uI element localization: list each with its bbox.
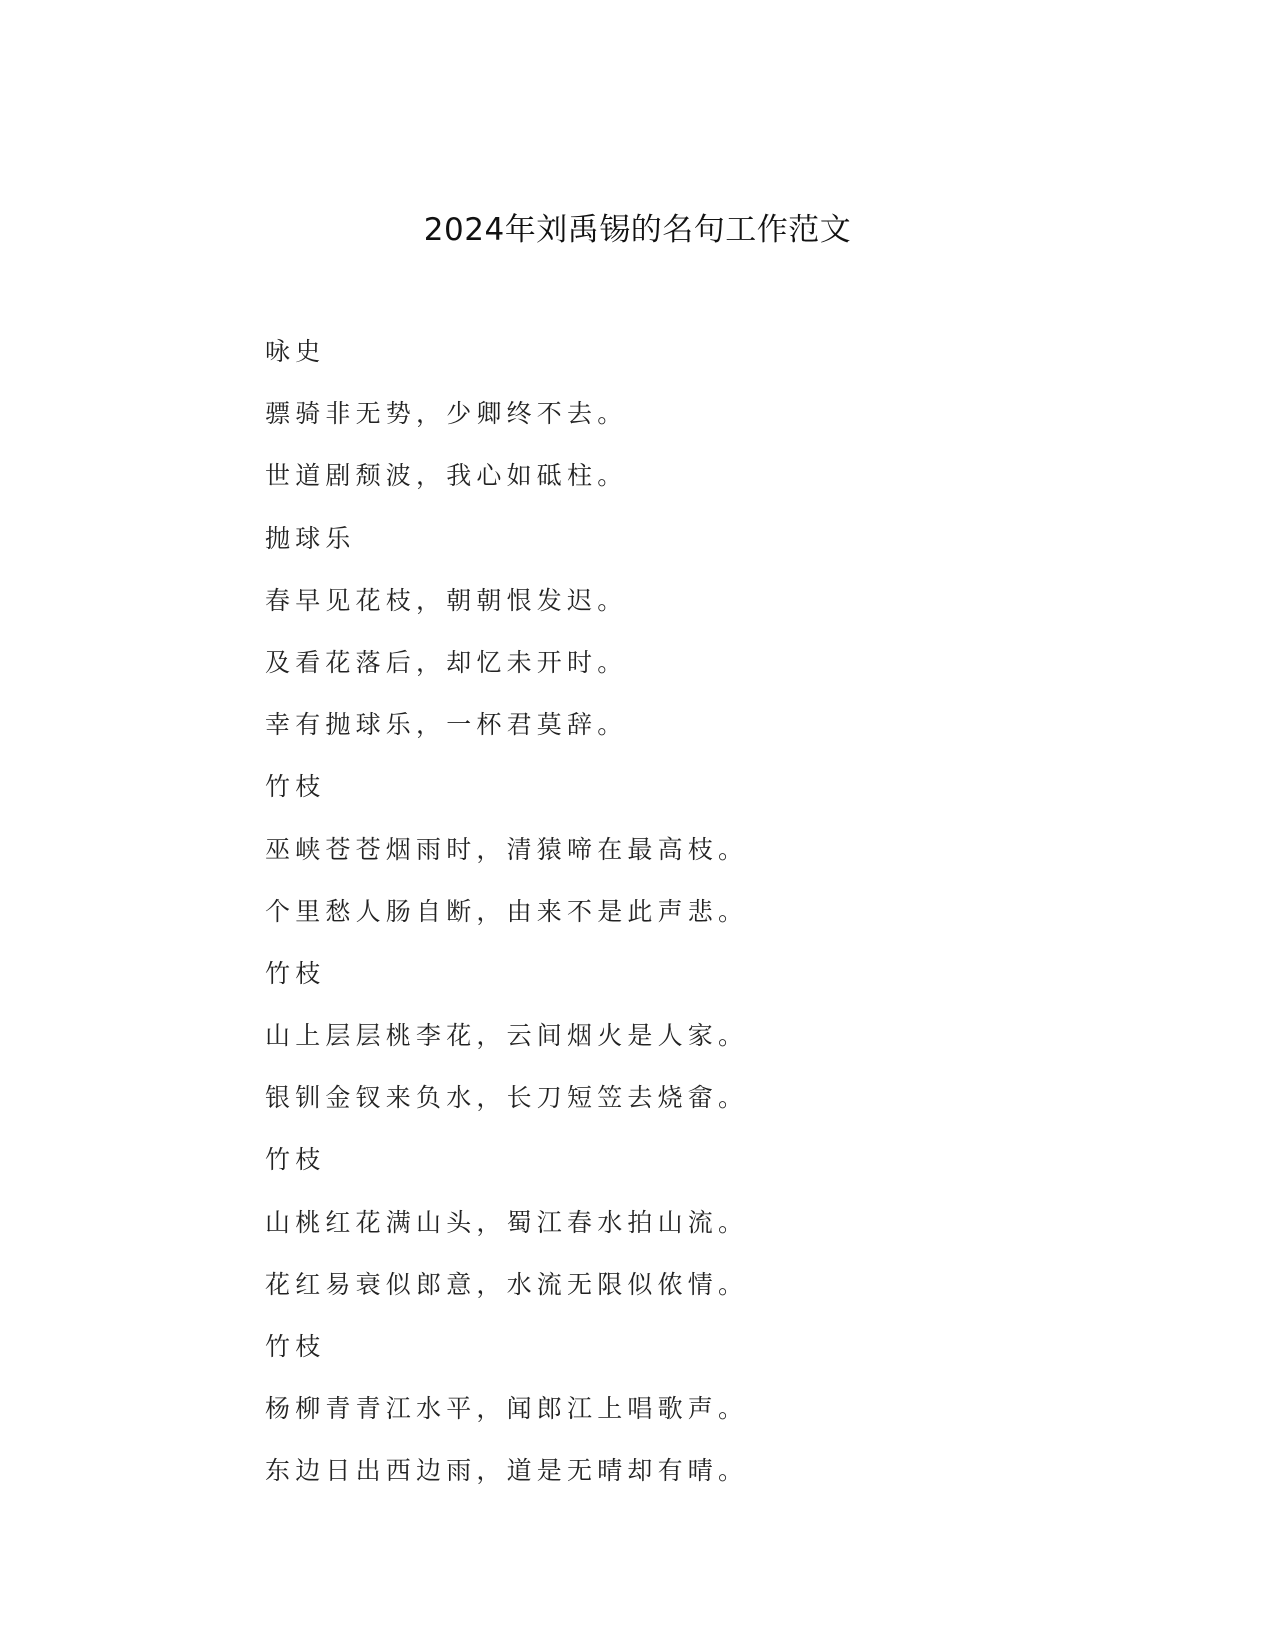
poem-line: 杨柳青青江水平，闻郎江上唱歌声。 [265,1394,749,1424]
poem-line: 春早见花枝，朝朝恨发迟。 [265,585,628,615]
poem-line: 花红易衰似郎意，水流无限似侬情。 [265,1269,749,1299]
poem-heading: 咏史 [265,337,326,366]
poem-line: 世道剧颓波，我心如砥柱。 [265,461,628,491]
poem-heading: 竹枝 [265,1145,326,1175]
poem-line: 及看花落后，却忆未开时。 [265,647,628,677]
poem-line: 幸有抛球乐，一杯君莫辞。 [265,710,628,740]
poem-heading: 竹枝 [265,958,326,988]
poem-heading: 抛球乐 [265,523,356,553]
poem-line: 个里愁人肠自断，由来不是此声悲。 [265,896,749,926]
poem-line: 山桃红花满山头，蜀江春水拍山流。 [265,1207,749,1237]
poem-line: 山上层层桃李花，云间烟火是人家。 [265,1021,749,1051]
poem-heading: 竹枝 [265,1332,326,1361]
poem-heading: 竹枝 [265,772,326,802]
poem-line: 骠骑非无势，少卿终不去。 [265,399,628,429]
document-title: 2024年刘禹锡的名句工作范文 [423,212,852,248]
poem-line: 巫峡苍苍烟雨时，清猿啼在最高枝。 [265,834,749,864]
poem-line: 银钏金钗来负水，长刀短笠去烧畲。 [265,1083,749,1113]
poem-body [265,332,1065,1514]
poem-line: 东边日出西边雨，道是无晴却有晴。 [265,1456,749,1486]
